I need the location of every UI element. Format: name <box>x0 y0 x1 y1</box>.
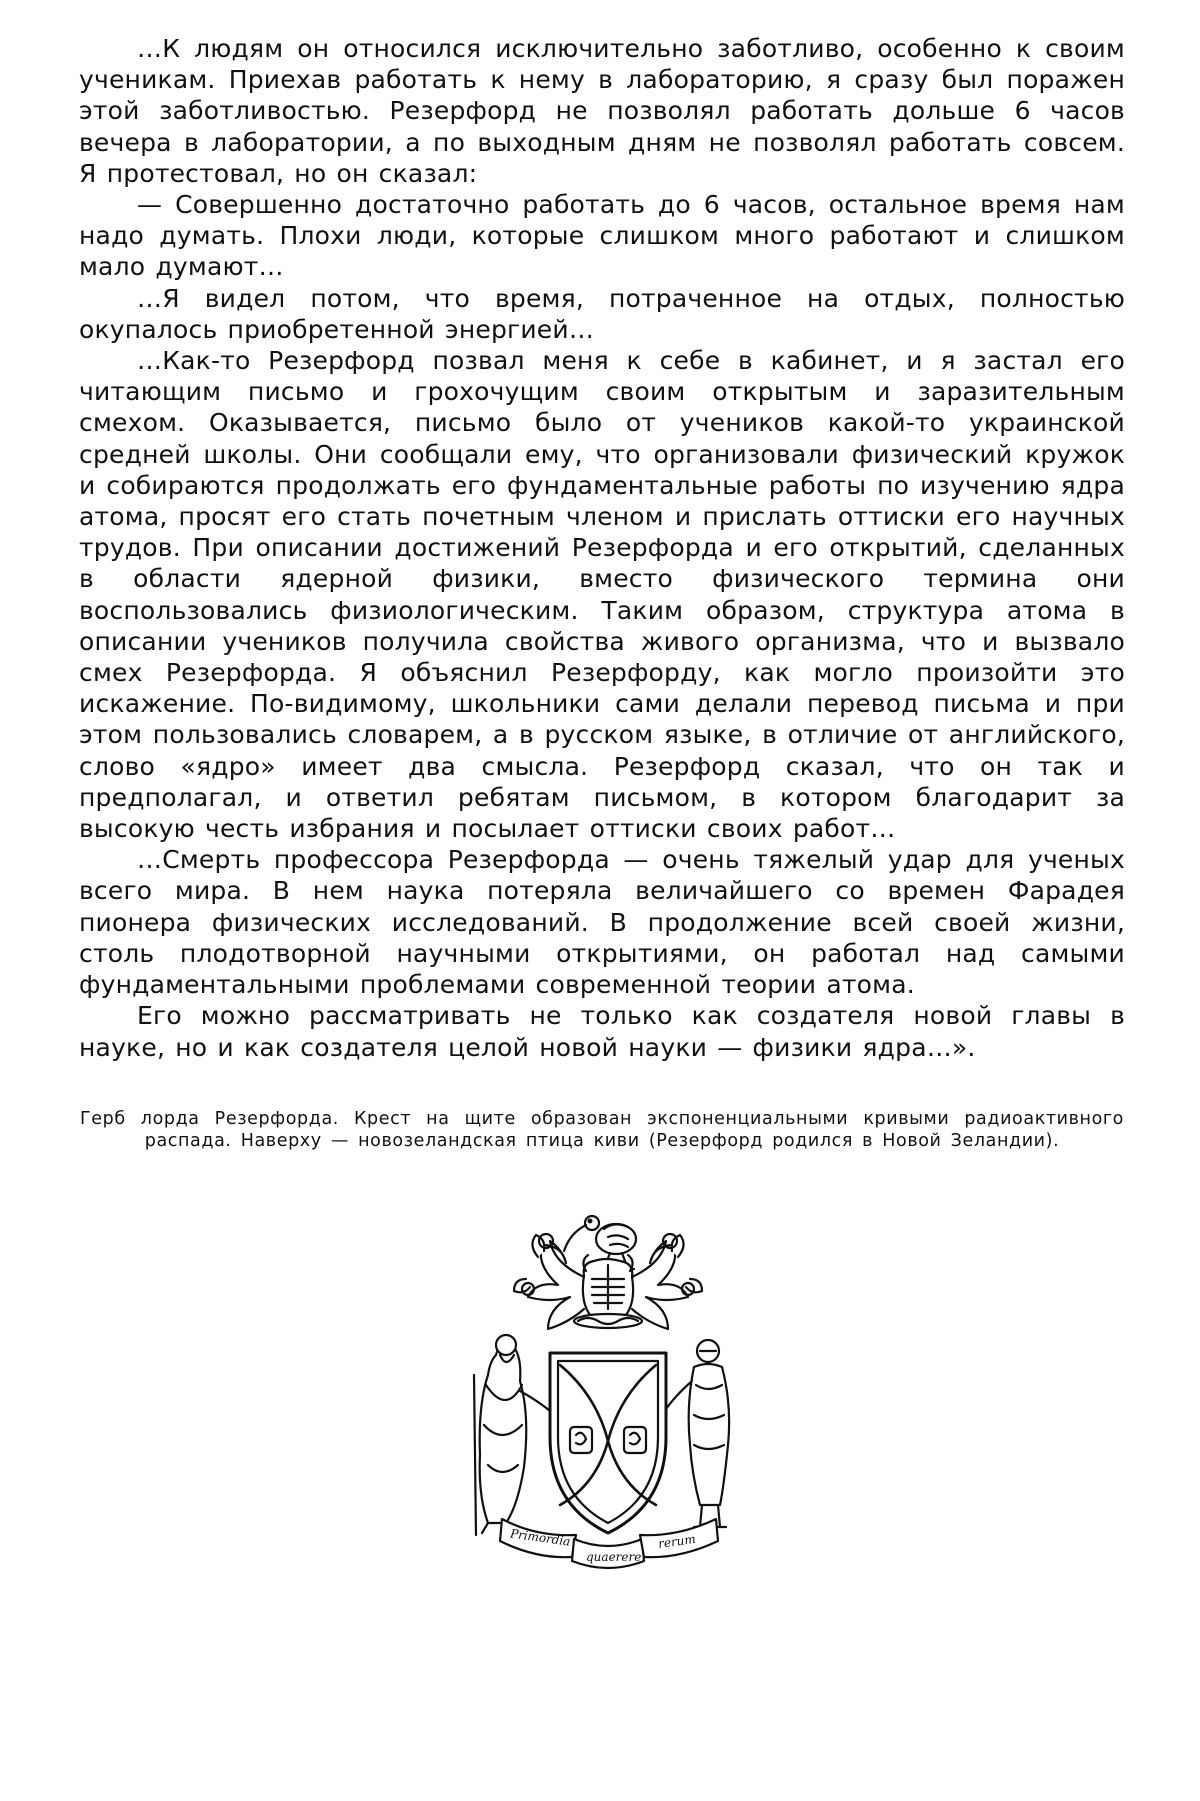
motto-word-1: Primordia <box>509 1526 572 1549</box>
shield <box>550 1353 666 1533</box>
left-supporter <box>474 1335 550 1535</box>
coat-of-arms-illustration <box>466 1205 748 1581</box>
figure-caption: Герб лорда Резерфорда. Крест на щите образован экспоненциальными кривыми радиоактивного распада. Наверху — новозеландская птица киви (Резерфорд родился в Новой Зеландии). <box>80 1109 1124 1151</box>
right-supporter <box>666 1340 729 1527</box>
paragraph-4: …Как-то Резерфорд позвал меня к себе в кабинет, и я застал его читающим письмо и грохочущим своим открытым и заразительным смехом. Оказывается, письмо было от учеников какой-то украинской средней школы. Они сообщали ему, что организовали физический кружок и собираются продолжать его фундаментальные работы по изучению ядра атома, просят его стать почетным членом и прислать оттиски его научных трудов. При описании достижений Резерфорда и его открытий, сделанных в области ядерной физики, вместо физического термина они воспользовались физиологическим. Таким образом, структура атома в описании учеников получила свойства живого организма, что и вызвало смех Резерфорда. Я объяснил Резерфорду, как могло произойти это искажение. По-видимому, школьники сами делали перевод письма и при этом пользовались словарем, а в русском языке, в отличие от английского, слово «ядро» имеет два смысла. Резерфорд сказал, что он так и предполагал, и ответил ребятам письмом, в котором благодарит за высокую честь избрания и посылает оттиски своих работ… <box>79 346 1125 844</box>
paragraph-5: …Смерть профессора Резерфорда — очень тяжелый удар для ученых всего мира. В нем наука потеряла величайшего со времен Фарадея пионера физических исследований. В продолжение всей своей жизни, столь плодотворной научными открытиями, он работал над самыми фундаментальными проблемами современной теории атома. <box>79 845 1125 1000</box>
paragraph-1: …К людям он относился исключительно заботливо, особенно к своим ученикам. Приехав работать к нему в лабораторию, я сразу был поражен этой заботливостью. Резерфорд не позволял работать дольше 6 часов вечера в лаборатории, а по выходным дням не позволял работать совсем. Я протестовал, но он сказал: <box>79 34 1125 188</box>
helm <box>583 1255 633 1315</box>
paragraph-3: …Я видел потом, что время, потраченное на отдых, полностью окупалось приобретенной энергией… <box>79 283 1125 344</box>
paragraph-6: Его можно рассматривать не только как создателя новой главы в науке, но и как создателя целой новой науки — физики ядра…». <box>79 1001 1125 1062</box>
paragraph-2: — Совершенно достаточно работать до 6 часов, остальное время нам надо думать. Плохи люди, которые слишком много работают и слишком мало думают… <box>79 190 1125 282</box>
memoir-text <box>79 33 1125 1063</box>
motto-word-3: rerum <box>657 1531 697 1551</box>
motto-word-2: quaerere <box>586 1550 642 1564</box>
